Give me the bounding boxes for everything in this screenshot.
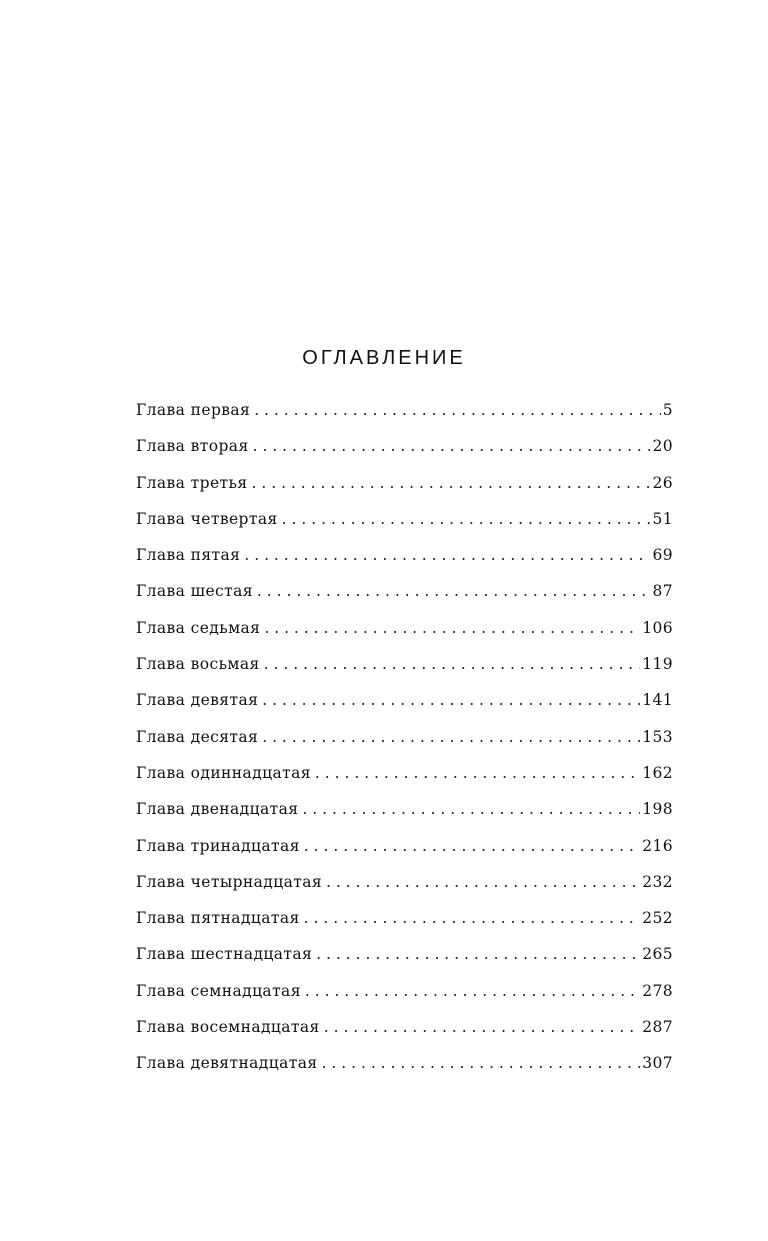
toc-entry[interactable]: [136, 977, 673, 1013]
toc-entry-label: Глава вторая: [136, 437, 249, 456]
toc-entry-page: 51: [652, 509, 673, 528]
dot-leader: [252, 469, 651, 497]
dot-leader: [244, 541, 650, 569]
toc-entry[interactable]: [136, 795, 673, 831]
toc-entry-page: 26: [652, 473, 673, 492]
toc-entry-label: Глава десятая: [136, 727, 259, 746]
toc-entry-page: 106: [642, 618, 673, 637]
dot-leader: [324, 1013, 640, 1041]
toc-entry-label: Глава пятая: [136, 546, 241, 565]
toc-entry-page: 153: [642, 727, 673, 746]
toc-entry[interactable]: [136, 1013, 673, 1049]
toc-entry-page: 141: [642, 691, 673, 710]
toc-entry[interactable]: [136, 759, 673, 795]
toc-entry[interactable]: [136, 723, 673, 759]
toc-entry-label: Глава двенадцатая: [136, 800, 299, 819]
toc-entry-page: 69: [652, 546, 673, 565]
toc-entry-label: Глава первая: [136, 401, 251, 419]
toc-entry-label: Глава одиннадцатая: [136, 763, 311, 782]
toc-entry[interactable]: [136, 904, 673, 940]
toc-title: ОГЛАВЛЕНИЕ: [302, 347, 466, 369]
toc-entry[interactable]: [136, 832, 673, 868]
toc-entry-label: Глава третья: [136, 473, 248, 492]
toc-entry-label: Глава тринадцатая: [136, 836, 300, 855]
toc-entry-page: 287: [642, 1018, 673, 1037]
toc-entry[interactable]: [136, 614, 673, 650]
toc-entry-label: Глава четырнадцатая: [136, 872, 323, 891]
toc-entry-label: Глава восьмая: [136, 655, 260, 674]
toc-entry-label: Глава пятнадцатая: [136, 909, 300, 928]
toc-entry-page: 232: [642, 872, 673, 891]
toc-entry[interactable]: [136, 396, 673, 432]
dot-leader: [254, 396, 661, 424]
toc-entry-page: 198: [642, 800, 673, 819]
toc-entry[interactable]: [136, 505, 673, 541]
dot-leader: [257, 577, 651, 605]
toc-entry[interactable]: [136, 541, 673, 577]
dot-leader: [253, 432, 651, 460]
toc-entry-page: 307: [642, 1054, 673, 1073]
toc-entry[interactable]: [136, 650, 673, 686]
toc-entry-page: 252: [642, 909, 673, 928]
toc-entry-label: Глава шестая: [136, 582, 253, 601]
dot-leader: [304, 904, 641, 932]
toc-list: [136, 396, 673, 1086]
toc-entry-page: 278: [642, 981, 673, 1000]
toc-entry-label: Глава девятая: [136, 691, 259, 710]
toc-entry-page: 119: [642, 655, 673, 674]
toc-entry-page: 216: [642, 836, 673, 855]
dot-leader: [302, 795, 640, 823]
toc-entry[interactable]: [136, 469, 673, 505]
toc-entry-page: 87: [652, 582, 673, 601]
toc-entry[interactable]: [136, 577, 673, 613]
dot-leader: [315, 759, 640, 787]
toc-entry-page: 265: [642, 945, 673, 964]
toc-entry-label: Глава четвертая: [136, 509, 278, 528]
toc-entry-label: Глава шестнадцатая: [136, 945, 313, 964]
dot-leader: [262, 723, 640, 751]
toc-entry[interactable]: [136, 1049, 673, 1085]
dot-leader: [264, 650, 641, 678]
toc-entry-label: Глава семнадцатая: [136, 981, 301, 1000]
toc-entry-page: 162: [642, 763, 673, 782]
toc-entry-label: Глава девятнадцатая: [136, 1054, 318, 1073]
toc-entry[interactable]: [136, 940, 673, 976]
toc-entry-label: Глава седьмая: [136, 618, 261, 637]
dot-leader: [282, 505, 651, 533]
toc-entry[interactable]: [136, 686, 673, 722]
dot-leader: [305, 977, 640, 1005]
toc-entry-page: 5: [662, 401, 673, 419]
dot-leader: [326, 868, 640, 896]
toc-entry[interactable]: [136, 868, 673, 904]
dot-leader: [262, 686, 640, 714]
dot-leader: [322, 1049, 641, 1077]
dot-leader: [316, 940, 640, 968]
toc-entry-label: Глава восемнадцатая: [136, 1018, 320, 1037]
dot-leader: [304, 832, 640, 860]
dot-leader: [264, 614, 640, 642]
toc-entry[interactable]: [136, 432, 673, 468]
toc-entry-page: 20: [652, 437, 673, 456]
